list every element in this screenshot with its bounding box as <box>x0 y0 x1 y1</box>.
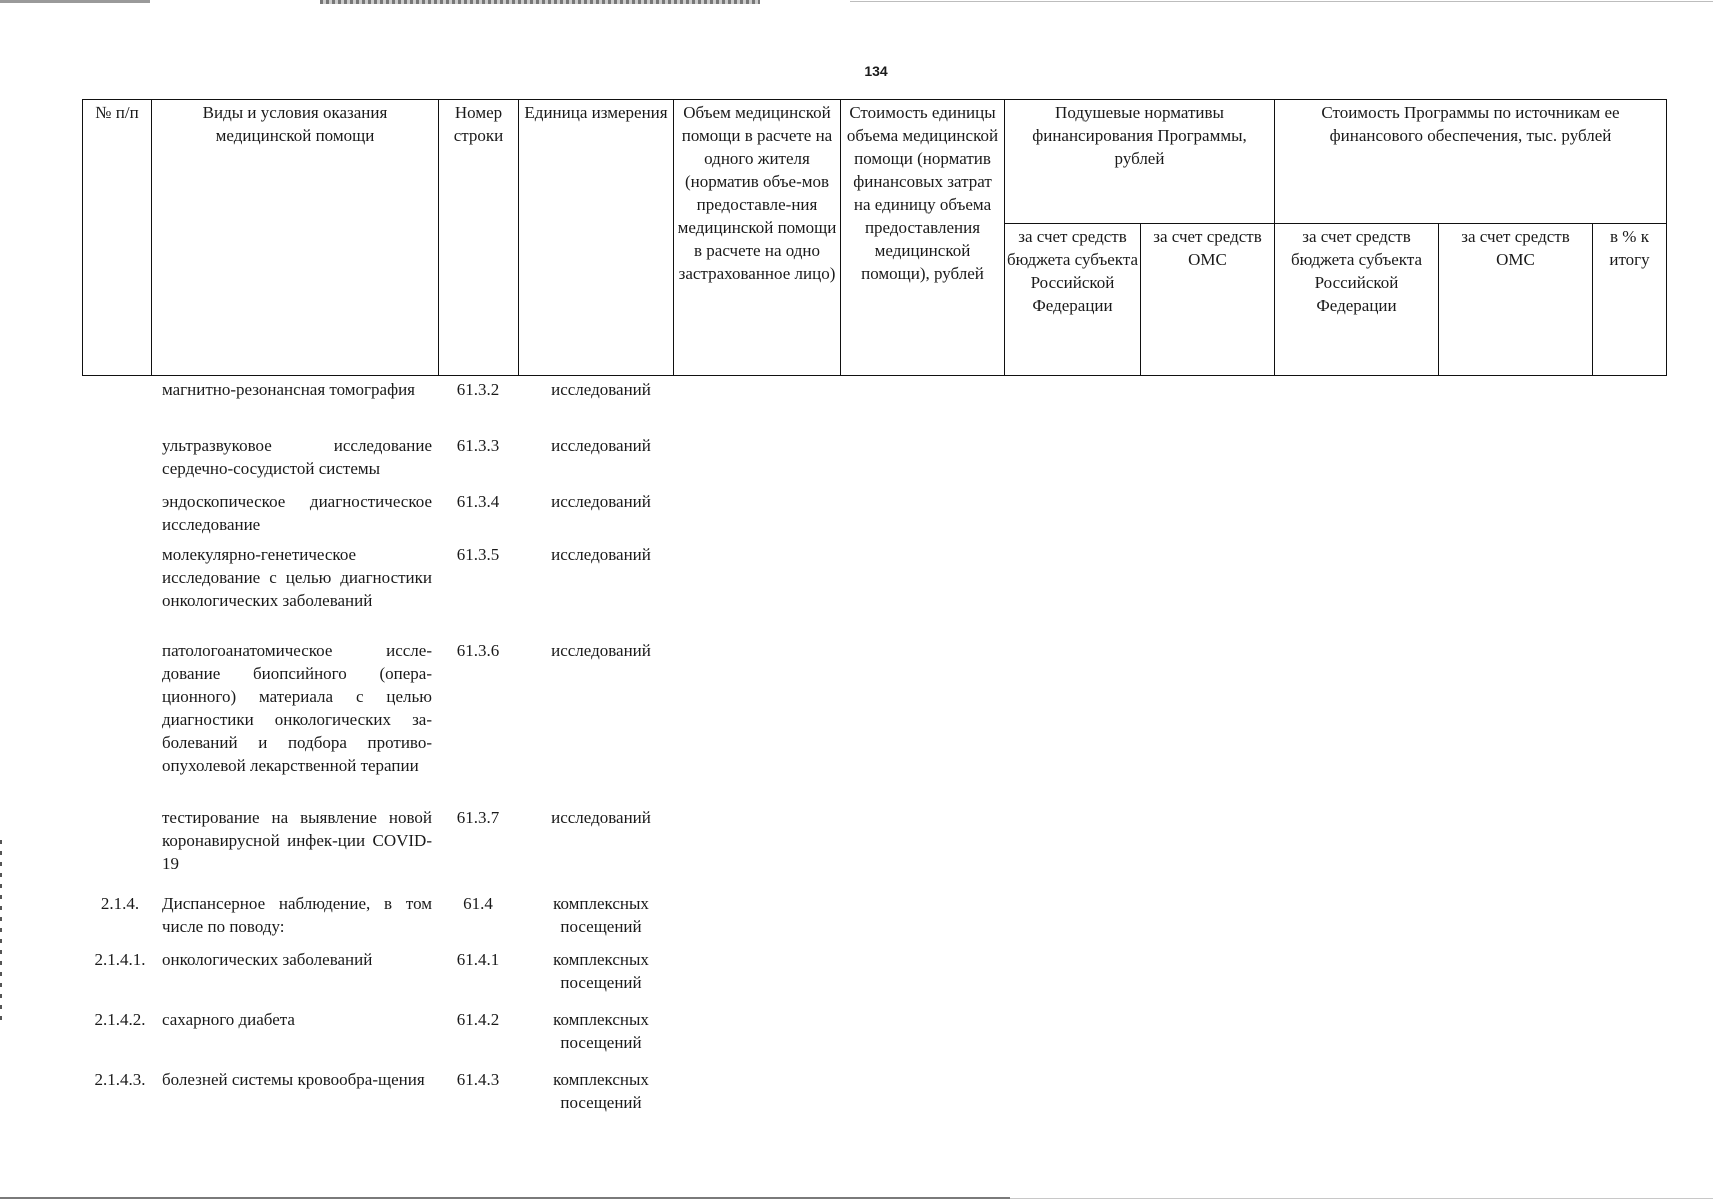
row-number: 2.1.4. <box>100 894 140 913</box>
header-program-cost: Стоимость Программы по источникам ее финансового обеспечения, тыс. рублей <box>1275 100 1667 224</box>
row-unit: комплексных посещений <box>553 950 649 992</box>
row-line: 61.4.2 <box>456 1010 500 1029</box>
row-line: 61.3.4 <box>456 492 500 511</box>
table-header <box>82 99 1667 376</box>
scan-edge-bottom <box>0 1197 1010 1199</box>
row-line: 61.3.3 <box>456 436 500 455</box>
row-line: 61.3.2 <box>456 380 500 399</box>
subheader-prog-budget: за счет средств бюджета субъекта Российской Федерации <box>1275 224 1439 376</box>
row-line: 61.4.3 <box>456 1070 500 1089</box>
scan-edge-left <box>0 840 2 1020</box>
scan-edge-top-right <box>850 1 1713 2</box>
subheader-prog-percent: в % к итогу <box>1593 224 1667 376</box>
row-unit: исследований <box>551 641 651 660</box>
header-table <box>82 99 1667 376</box>
header-line: Номер строки <box>439 100 519 376</box>
row-unit: исследований <box>551 380 651 399</box>
row-line: 61.3.6 <box>456 641 500 660</box>
header-volume: Объем медицинской помощи в расчете на одного жителя (норматив объе-мов предоставле-ния медицинской помощи в расчете на одно застрахованное лицо) <box>674 100 841 376</box>
row-unit: исследований <box>551 436 651 455</box>
scan-edge-top-left <box>0 0 150 3</box>
row-name: тестирование на выявление новой коронавирусной инфек-ции COVID-19 <box>162 808 432 873</box>
row-name: Диспансерное наблюдение, в том числе по поводу: <box>162 894 432 936</box>
row-unit: исследований <box>551 808 651 827</box>
row-unit: комплексных посещений <box>553 1070 649 1112</box>
header-unit: Единица измерения <box>519 100 674 376</box>
header-cost: Стоимость единицы объема медицинской помощи (норматив финансовых затрат на единицу объема предоставления медицинской помощи), рублей <box>841 100 1005 376</box>
row-unit: исследований <box>551 492 651 511</box>
row-name: болезней системы кровообра-щения <box>162 1070 425 1089</box>
scan-edge-top-middle <box>320 0 760 4</box>
scan-edge-bottom-right <box>1010 1198 1713 1199</box>
row-number: 2.1.4.3. <box>94 1070 146 1089</box>
row-unit: комплексных посещений <box>553 1010 649 1052</box>
row-number: 2.1.4.1. <box>94 950 146 969</box>
header-type: Виды и условия оказания медицинской помощи <box>152 100 439 376</box>
row-line: 61.4 <box>463 894 493 913</box>
row-unit: комплексных посещений <box>553 894 649 936</box>
row-name: сахарного диабета <box>162 1010 295 1029</box>
row-name: ультразвуковое исследование сердечно-сосудистой системы <box>162 436 432 478</box>
row-name: патологоанатомическое иссле-дование биопсийного (опера-ционного) материала с целью диагностики онкологических за-болеваний и подбора противо-опухолевой лекарственной терапии <box>162 641 432 775</box>
row-line: 61.4.1 <box>456 950 500 969</box>
row-name: молекулярно-генетическое исследование с целью диагностики онкологических заболеваний <box>162 545 432 610</box>
row-name: магнитно-резонансная томография <box>162 380 415 399</box>
page-number: 134 <box>864 63 888 79</box>
row-line: 61.3.5 <box>456 545 500 564</box>
header-per-capita: Подушевые нормативы финансирования Программы, рублей <box>1005 100 1275 224</box>
row-unit: исследований <box>551 545 651 564</box>
row-number: 2.1.4.2. <box>94 1010 146 1029</box>
row-name: эндоскопическое диагностическое исследование <box>162 492 432 534</box>
subheader-pc-oms: за счет средств ОМС <box>1141 224 1275 376</box>
row-line: 61.3.7 <box>456 808 500 827</box>
row-name: онкологических заболеваний <box>162 950 373 969</box>
subheader-pc-budget: за счет средств бюджета субъекта Российской Федерации <box>1005 224 1141 376</box>
header-num: № п/п <box>83 100 152 376</box>
subheader-prog-oms: за счет средств ОМС <box>1439 224 1593 376</box>
